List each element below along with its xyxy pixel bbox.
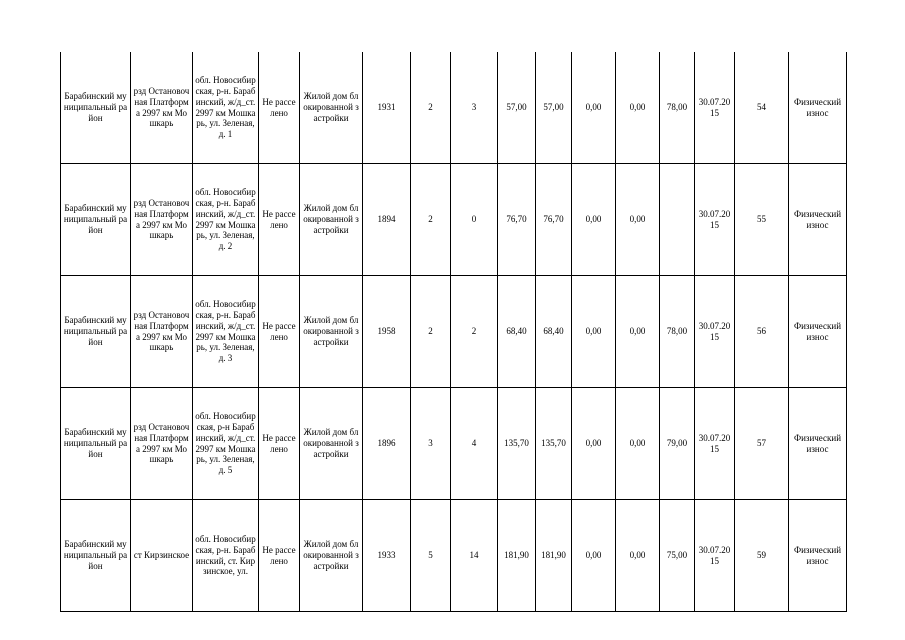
cell-district: Барабинский муниципальный район [61, 276, 131, 388]
cell-wear-percent: 79,00 [660, 388, 695, 500]
cell-value-1: 0,00 [572, 164, 616, 276]
cell-area-total: 181,90 [498, 500, 536, 612]
cell-building-type: Жилой дом блокированной застройки [300, 164, 363, 276]
cell-value-1: 0,00 [572, 500, 616, 612]
cell-address [193, 52, 259, 164]
cell-value-1: 0,00 [572, 276, 616, 388]
cell-year: 1896 [363, 388, 411, 500]
cell-area-living: 135,70 [536, 388, 572, 500]
cell-year: 1958 [363, 276, 411, 388]
cell-reason: Физический износ [789, 388, 847, 500]
cell-doc-number: 56 [735, 276, 789, 388]
cell-district: Барабинский муниципальный район [61, 388, 131, 500]
cell-area-living: 181,90 [536, 500, 572, 612]
cell-date: 30.07.2015 [695, 500, 735, 612]
cell-doc-number: 59 [735, 500, 789, 612]
cell-reason: Физический износ [789, 52, 847, 164]
cell-doc-number: 55 [735, 164, 789, 276]
cell-status: Не расселено [259, 164, 300, 276]
cell-doc-number: 54 [735, 52, 789, 164]
address-text: обл. Новосибирская, р-н. Барабинский, ж/д_ст. 2997 км Мошкарь, ул. Зеленая, д. 3 [195, 299, 256, 364]
cell-value-1: 0,00 [572, 388, 616, 500]
cell-building-type: Жилой дом блокированной застройки [300, 52, 363, 164]
emergency-housing-table [60, 52, 847, 612]
cell-col8: 4 [451, 388, 498, 500]
cell-year: 1931 [363, 52, 411, 164]
cell-col8: 3 [451, 52, 498, 164]
cell-value-2: 0,00 [616, 388, 660, 500]
cell-building-type: Жилой дом блокированной застройки [300, 276, 363, 388]
cell-date: 30.07.2015 [695, 276, 735, 388]
cell-wear-percent: 78,00 [660, 52, 695, 164]
cell-reason: Физический износ [789, 276, 847, 388]
cell-settlement: рзд Остановочная Платформа 2997 км Мошкарь [131, 164, 193, 276]
cell-settlement: рзд Остановочная Платформа 2997 км Мошкарь [131, 52, 193, 164]
cell-date: 30.07.2015 [695, 164, 735, 276]
cell-value-2: 0,00 [616, 276, 660, 388]
table-row [61, 52, 847, 164]
cell-address [193, 388, 259, 500]
cell-reason: Физический износ [789, 500, 847, 612]
cell-area-living: 68,40 [536, 276, 572, 388]
cell-col7: 5 [411, 500, 451, 612]
cell-building-type: Жилой дом блокированной застройки [300, 388, 363, 500]
cell-building-type: Жилой дом блокированной застройки [300, 500, 363, 612]
cell-year: 1933 [363, 500, 411, 612]
cell-col7: 2 [411, 164, 451, 276]
cell-col8: 0 [451, 164, 498, 276]
cell-year: 1894 [363, 164, 411, 276]
cell-wear-percent: 75,00 [660, 500, 695, 612]
cell-status: Не расселено [259, 276, 300, 388]
cell-status: Не расселено [259, 388, 300, 500]
address-text: обл. Новосибирская, р-н Барабинский, ж/д_ст. 2997 км Мошкарь, ул. Зеленая, д. 5 [195, 411, 256, 476]
cell-settlement: рзд Остановочная Платформа 2997 км Мошкарь [131, 276, 193, 388]
cell-col7: 2 [411, 52, 451, 164]
address-text: обл. Новосибирская, р-н. Барабинский, ж/д_ст. 2997 км Мошкарь, ул. Зеленая, д. 1 [195, 75, 256, 140]
table-row [61, 276, 847, 388]
cell-area-total: 68,40 [498, 276, 536, 388]
cell-district: Барабинский муниципальный район [61, 164, 131, 276]
cell-area-total: 135,70 [498, 388, 536, 500]
cell-status: Не расселено [259, 52, 300, 164]
cell-date: 30.07.2015 [695, 52, 735, 164]
cell-date: 30.07.2015 [695, 388, 735, 500]
cell-address [193, 276, 259, 388]
cell-area-living: 57,00 [536, 52, 572, 164]
cell-address [193, 164, 259, 276]
cell-reason: Физический износ [789, 164, 847, 276]
cell-area-living: 76,70 [536, 164, 572, 276]
cell-status: Не расселено [259, 500, 300, 612]
cell-value-2: 0,00 [616, 52, 660, 164]
table-row [61, 164, 847, 276]
table-row [61, 388, 847, 500]
cell-col8: 14 [451, 500, 498, 612]
cell-settlement: рзд Остановочная Платформа 2997 км Мошкарь [131, 388, 193, 500]
address-text: обл. Новосибирская, р-н. Барабинский, ж/д_ст. 2997 км Мошкарь, ул. Зеленая, д. 2 [195, 187, 256, 252]
cell-col7: 3 [411, 388, 451, 500]
cell-doc-number: 57 [735, 388, 789, 500]
cell-area-total: 76,70 [498, 164, 536, 276]
cell-value-2: 0,00 [616, 164, 660, 276]
cell-col8: 2 [451, 276, 498, 388]
cell-district: Барабинский муниципальный район [61, 52, 131, 164]
cell-wear-percent: 78,00 [660, 276, 695, 388]
cell-address [193, 500, 259, 612]
table-row [61, 500, 847, 612]
address-text: обл. Новосибирская, р-н. Барабинский, ст. Кирзинское, ул. [195, 533, 256, 577]
cell-value-2: 0,00 [616, 500, 660, 612]
cell-col7: 2 [411, 276, 451, 388]
cell-wear-percent [660, 164, 695, 276]
cell-area-total: 57,00 [498, 52, 536, 164]
cell-district: Барабинский муниципальный район [61, 500, 131, 612]
cell-value-1: 0,00 [572, 52, 616, 164]
cell-settlement: ст Кирзинское [131, 500, 193, 612]
